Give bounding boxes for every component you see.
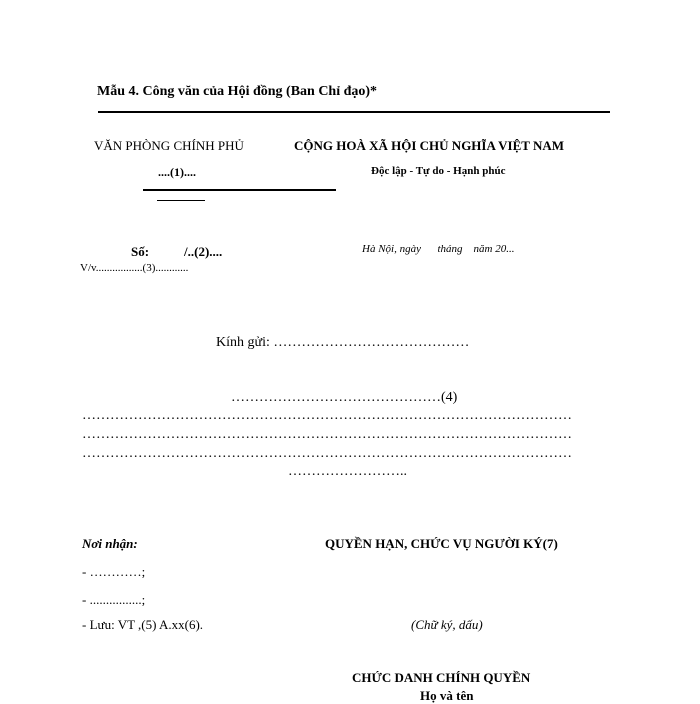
recipients-heading: Nơi nhận: <box>82 536 138 551</box>
signer-authority: QUYỀN HẠN, CHỨC VỤ NGƯỜI KÝ(7) <box>325 536 558 551</box>
signer-name: Họ và tên <box>420 688 474 703</box>
body-first-line: ………………………………………(4) <box>231 390 458 405</box>
body-line: …………………………………………………………………………………………… <box>82 427 572 442</box>
unit-placeholder: ....(1).... <box>158 165 196 179</box>
subject-line: V/v.................(3)............ <box>80 262 189 274</box>
place-date: Hà Nội, ngày tháng năm 20... <box>362 243 515 255</box>
recipient-item: - Lưu: VT ,(5) A.xx(6). <box>82 617 204 632</box>
signature-note: (Chữ ký, dấu) <box>411 617 483 632</box>
title-underline <box>98 111 610 113</box>
agency-name: VĂN PHÒNG CHÍNH PHỦ <box>94 138 244 153</box>
salutation: Kính gửi: …………………………………… <box>216 335 470 350</box>
nation-name: CỘNG HOÀ XÃ HỘI CHỦ NGHĨA VIỆT NAM <box>294 138 565 153</box>
form-title: Mẫu 4. Công văn của Hội đồng (Ban Chỉ đạo)* <box>97 84 378 99</box>
recipient-item: - …………; <box>82 564 146 579</box>
body-last-line: …………………….. <box>288 464 407 479</box>
document-number-value: /..(2).... <box>184 244 223 259</box>
signer-title: CHỨC DANH CHÍNH QUYỀN <box>352 670 531 685</box>
header-divider-line <box>143 189 336 191</box>
body-line: …………………………………………………………………………………………… <box>82 446 572 461</box>
national-motto: Độc lập - Tự do - Hạnh phúc <box>371 165 506 177</box>
document-number-label: Số: <box>131 244 150 259</box>
recipient-item: - ................; <box>82 592 146 607</box>
body-line: …………………………………………………………………………………………… <box>82 408 572 423</box>
unit-underline <box>157 200 205 201</box>
